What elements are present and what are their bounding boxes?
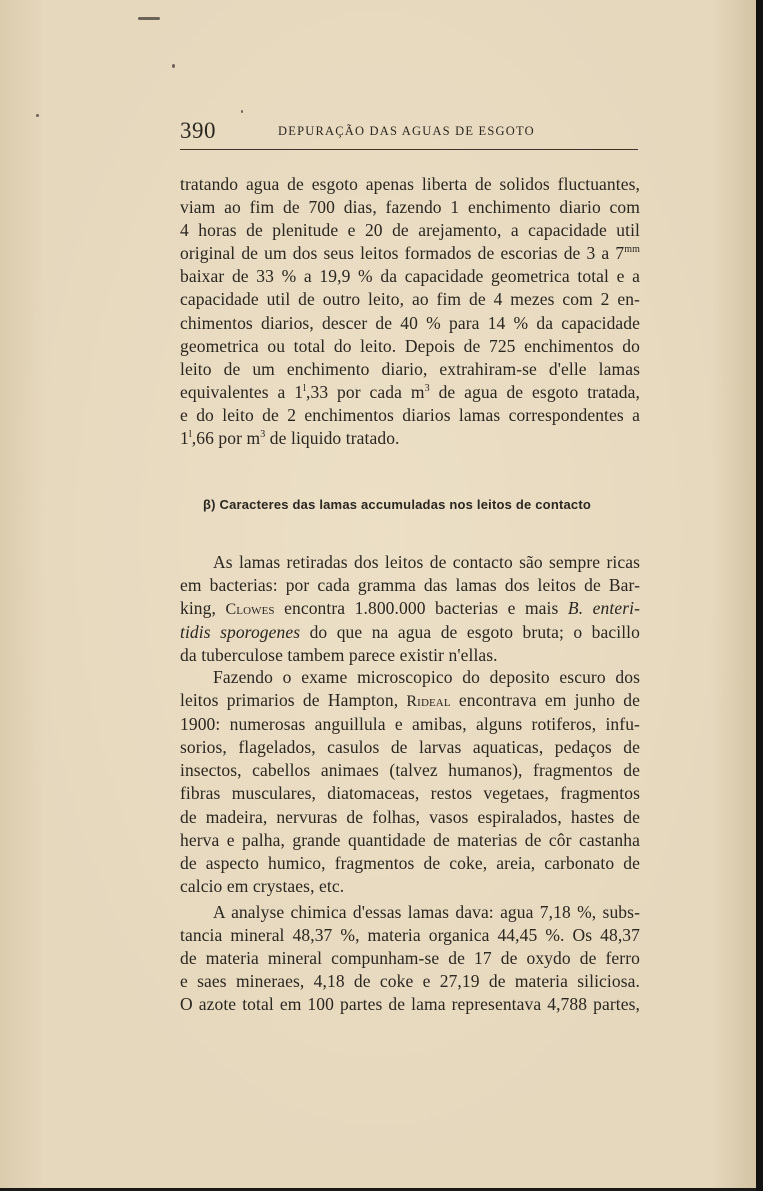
text-line: em bacterias: por cada gramma das lamas dos leitos de Bar-: [180, 575, 640, 596]
author-name: Clowes: [225, 601, 275, 619]
text-line: [180, 621, 640, 644]
text-line: insectos, cabellos animaes (talvez humanos), fragmentos de: [180, 760, 640, 781]
species-name: tidis sporogenes: [180, 622, 301, 643]
page-edge-shadow: [756, 0, 763, 1191]
text-line: [180, 381, 640, 404]
running-title: DEPURAÇÃO DAS AGUAS DE ESGOTO: [278, 124, 535, 138]
text-line: chimentos diarios, descer de 40 % para 14 % da capacidade: [180, 312, 640, 333]
text-line: As lamas retiradas dos leitos de contacto são sempre ricas: [213, 552, 640, 572]
text-line: sorios, flagelados, casulos de larvas aquaticas, pedaços de: [180, 737, 640, 758]
author-name: Rideal: [406, 693, 451, 711]
text-run: king,: [180, 598, 226, 619]
text-line: capacidade util de outro leito, ao fim de 4 mezes com 2 en-: [180, 289, 640, 310]
page-header: [180, 118, 638, 148]
text-run: encontrava em junho de: [450, 690, 640, 711]
text-run: do que na agua de esgoto bruta; o bacillo: [300, 622, 640, 643]
superscript: l: [303, 383, 307, 395]
text-line: de aspecto humico, fragmentos de coke, areia, carbonato de: [180, 852, 640, 873]
text-line: geometrica ou total do leito. Depois de 725 enchimentos do: [180, 335, 640, 356]
paragraph-1: [180, 173, 640, 450]
text-run: de liquido tratado.: [265, 428, 400, 449]
superscript: 3: [424, 383, 430, 395]
text-run: original de um dos seus leitos formados de escorias de 3 a 7: [180, 243, 625, 264]
text-run: leitos primarios de Hampton,: [180, 690, 407, 711]
text-run: encontra 1.800.000 bacterias e mais: [274, 598, 568, 619]
superscript: 3: [260, 429, 266, 441]
superscript: mm: [624, 244, 640, 256]
text-line: [180, 689, 640, 713]
text-line: de madeira, nervuras de folhas, vasos espiralados, hastes de: [180, 806, 640, 827]
text-line: Fazendo o exame microscopico do deposito escuro dos: [213, 667, 640, 687]
paper-speck: [241, 110, 243, 113]
text-run: 1: [180, 428, 189, 449]
superscript: l: [188, 429, 192, 441]
text-run: de agua de esgoto tratada,: [429, 381, 640, 402]
text-line: A analyse chimica d'essas lamas dava: agua 7,18 %, subs-: [213, 902, 640, 922]
paper-speck: [172, 64, 175, 68]
paragraph-3: [180, 666, 640, 898]
text-run: ,66 por m: [191, 428, 261, 449]
text-line: 1900: numerosas anguillula e amibas, alguns rotiferos, infu-: [180, 714, 640, 735]
text-line: 4 horas de plenitude e 20 de arejamento, a capacidade util: [180, 220, 640, 241]
header-rule: [180, 149, 638, 150]
text-line: [180, 427, 640, 450]
text-line: O azote total em 100 partes de lama representava 4,788 partes,: [180, 994, 640, 1015]
text-line: [180, 242, 640, 265]
text-line: viam ao fim de 700 dias, fazendo 1 enchimento diario com: [180, 197, 640, 218]
text-line: da tuberculose tambem parece existir n'ellas.: [180, 645, 498, 666]
text-line: [180, 597, 640, 621]
text-line: e do leito de 2 enchimentos diarios lamas correspondentes a: [180, 404, 640, 425]
text-line: calcio em crystaes, etc.: [180, 875, 345, 896]
text-line: de materia mineral compunham-se de 17 de oxydo de ferro: [180, 948, 640, 969]
text-line: leito de um enchimento diario, extrahiram-se d'elle lamas: [180, 358, 640, 379]
paper-speck: [36, 114, 39, 117]
paragraph-4: [180, 901, 640, 1016]
section-heading: β) Caracteres das lamas accumuladas nos leitos de contacto: [203, 497, 592, 512]
text-run: equivalentes a 1: [180, 381, 304, 402]
text-line: tratando agua de esgoto apenas liberta de solidos fluctuantes,: [180, 174, 640, 194]
text-line: tancia mineral 48,37 %, materia organica 44,45 %. Os 48,37: [180, 925, 640, 946]
paragraph-2: [180, 551, 640, 667]
page-number: 390: [180, 118, 216, 143]
species-name: B. enteri-: [567, 598, 641, 619]
paper-speck: [138, 17, 160, 20]
text-line: fibras musculares, diatomaceas, restos vegetaes, fragmentos: [180, 783, 640, 804]
text-line: baixar de 33 % a 19,9 % da capacidade geometrica total e a: [180, 266, 640, 287]
text-line: e saes mineraes, 4,18 de coke e 27,19 de materia siliciosa.: [180, 971, 640, 992]
text-run: ,33 por cada m: [306, 381, 425, 402]
text-line: herva e palha, grande quantidade de materias de côr castanha: [180, 829, 640, 850]
